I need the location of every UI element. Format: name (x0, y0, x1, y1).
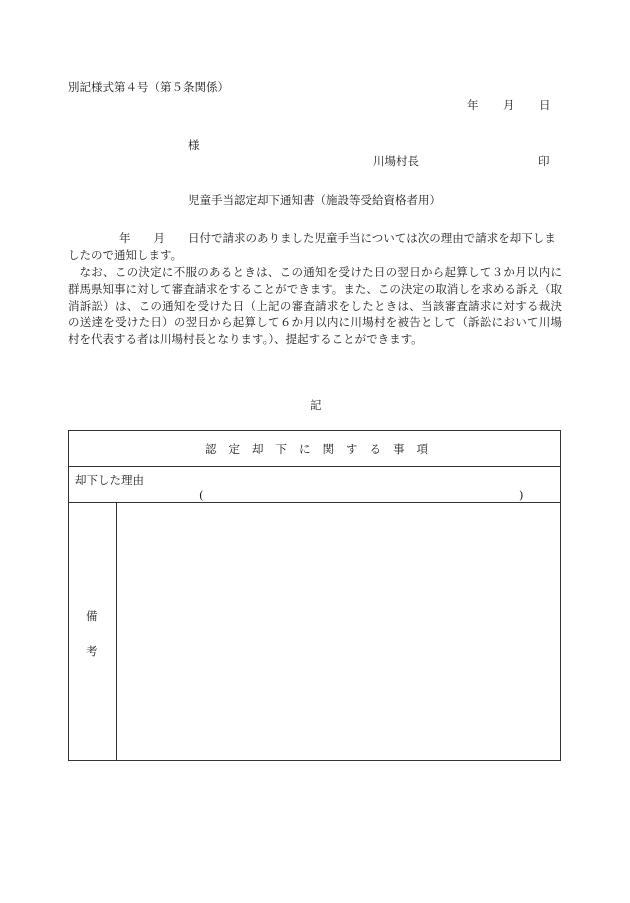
seal-mark: 印 (538, 154, 550, 168)
table-header-label: 認定却下に関する事項 (205, 442, 440, 456)
rejection-reason-row (69, 467, 560, 503)
body-paragraph-1-line-1: 年 月 日付で請求のありました児童手当については次の理由で請求を却下しま (119, 231, 556, 245)
record-heading: 記 (310, 398, 322, 412)
remarks-label-cell (69, 503, 117, 760)
date-month: 月 (503, 98, 515, 112)
issuer-name: 川場村長 (373, 154, 419, 168)
date-year: 年 (467, 98, 479, 112)
date-day: 日 (539, 98, 551, 112)
details-table (68, 430, 561, 761)
body-paragraph-1-line-2: したので通知します。 (68, 248, 183, 262)
remarks-label-char-2: 考 (86, 644, 98, 658)
reason-close-paren: ) (519, 488, 524, 502)
form-number: 別記様式第４号（第５条関係） (68, 80, 229, 94)
document-title: 児童手当認定却下通知書（施設等受給資格者用） (188, 193, 441, 207)
remarks-label-char-1: 備 (86, 609, 98, 623)
reason-open-paren: ( (199, 488, 204, 502)
rejection-reason-label: 却下した理由 (75, 473, 144, 487)
remarks-content-cell[interactable] (117, 503, 560, 760)
body-paragraph-2: なお、この決定に不服のあるときは、この通知を受けた日の翌日から起算して３か月以内に群馬県知事に対して審査請求をすることができます。また、この決定の取消しを求める訴え（取消訴訟）は、この通知を受けた日（上記の審査請求をしたときは、当該審査請求に対する裁決の送達を受けた日）の翌日から起算して６か月以内に川場村を被告として（訴訟において川場村を代表する者は川場村長となります。）、提起することができます。 (68, 265, 562, 347)
addressee-suffix: 様 (188, 138, 200, 152)
table-header-row (69, 431, 560, 467)
